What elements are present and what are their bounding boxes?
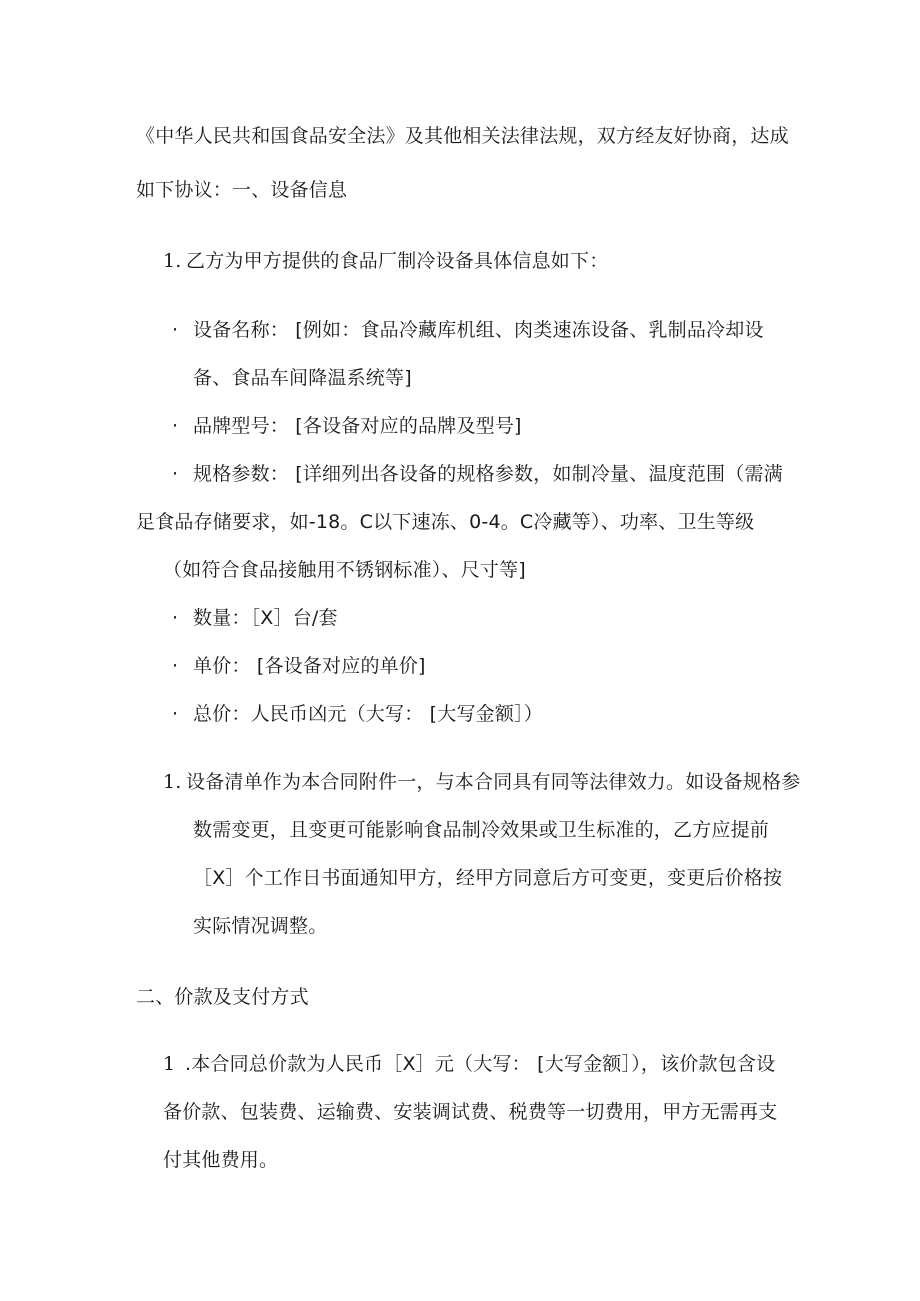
item2-line-2: 数需变更，且变更可能影响食品制冷效果或卫生标准的，乙方应提前	[193, 819, 770, 841]
bullet-dot: ·	[172, 319, 179, 341]
bullet-dot: ·	[172, 607, 179, 629]
price-line-1: .本合同总价款为人民币［X］元（大写： [大写金额］），该价款包含设	[185, 1053, 776, 1075]
item2-line-1: 设备清单作为本合同附件一，与本合同具有同等法律效力。如设备规格参	[186, 771, 801, 793]
bullet-specs-line-2: 足食品存储要求，如-18。C以下速冻、0-4。C冷藏等）、功率、卫生等级	[136, 511, 755, 533]
bullet-unit-price: 单价： [各设备对应的单价]	[193, 655, 426, 677]
item-text: 乙方为甲方提供的食品厂制冷设备具体信息如下：	[186, 250, 609, 272]
intro-line-2: 如下协议：一、设备信息	[136, 179, 348, 201]
item2-line-4: 实际情况调整。	[193, 915, 328, 937]
bullet-dot: ·	[172, 703, 179, 725]
section-heading: 二、价款及支付方式	[136, 986, 309, 1008]
price-line-3: 付其他费用。	[163, 1149, 279, 1171]
bullet-dot: ·	[172, 415, 179, 437]
bullet-total-price: 总价：人民币凶元（大写： [大写金额］）	[193, 703, 543, 725]
price-line-2: 备价款、包装费、运输费、安装调试费、税费等一切费用，甲方无需再支	[163, 1101, 778, 1123]
bullet-quantity: 数量：［X］台/套	[193, 607, 338, 629]
bullet-specs-line-1: 规格参数： [详细列出各设备的规格参数，如制冷量、温度范围（需满	[193, 463, 783, 485]
bullet-dot: ·	[172, 655, 179, 677]
bullet-equipment-name-line-1: 设备名称： [例如：食品冷藏库机组、肉类速冻设备、乳制品冷却设	[193, 319, 764, 341]
item-number: 1	[163, 1053, 176, 1075]
item2-line-3: ［X］个工作日书面通知甲方，经甲方同意后方可变更，变更后价格按	[193, 867, 783, 889]
bullet-brand-model: 品牌型号： [各设备对应的品牌及型号]	[193, 415, 522, 437]
bullet-equipment-name-line-2: 备、食品车间降温系统等]	[193, 367, 412, 389]
bullet-specs-line-3: （如符合食品接触用不锈钢标准）、尺寸等]	[163, 559, 526, 581]
item-number: 1.	[163, 771, 182, 793]
item-number: 1.	[163, 250, 182, 272]
intro-line-1: 《中华人民共和国食品安全法》及其他相关法律法规，双方经友好协商，达成	[136, 125, 789, 147]
bullet-dot: ·	[172, 463, 179, 485]
